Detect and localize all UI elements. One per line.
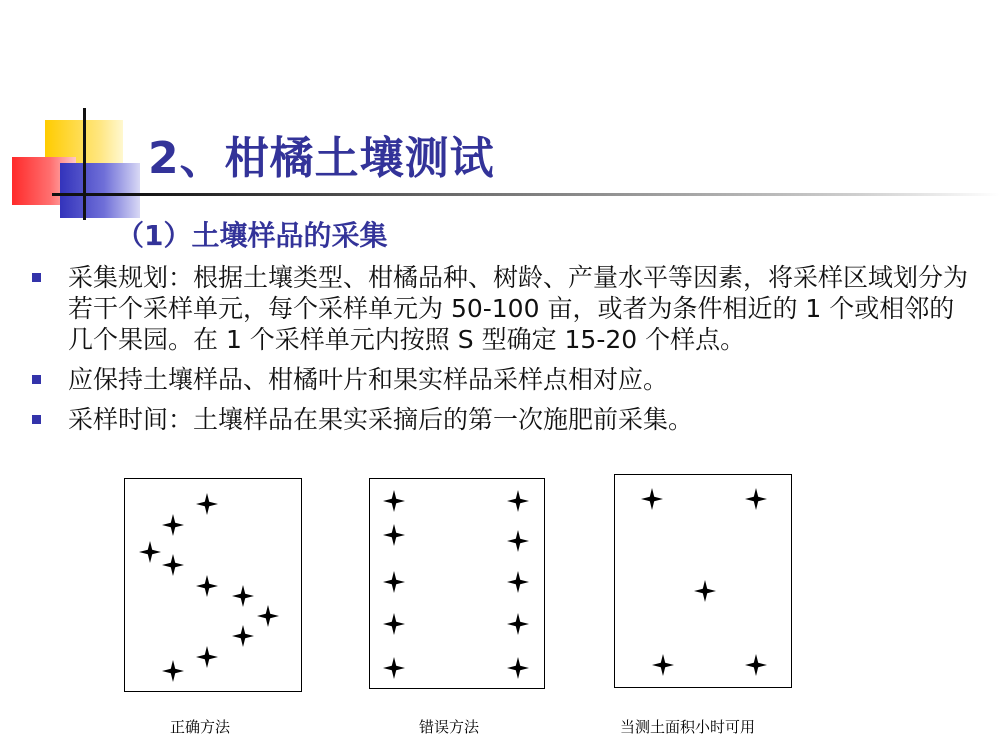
sample-point-star-icon: [196, 646, 218, 668]
bullet-text: 应保持土壤样品、柑橘叶片和果实样品采样点相对应。: [68, 365, 669, 394]
sample-point-star-icon: [383, 490, 405, 512]
square-bullet-icon: [32, 415, 41, 424]
sample-point-star-icon: [383, 613, 405, 635]
five-point-points: [615, 475, 791, 687]
sample-point-star-icon: [139, 541, 161, 563]
sample-point-star-icon: [383, 571, 405, 593]
sample-point-star-icon: [162, 514, 184, 536]
decor-vertical-line: [83, 108, 86, 220]
sample-point-star-icon: [196, 493, 218, 515]
sample-point-star-icon: [383, 657, 405, 679]
decor-blue-square: [60, 163, 140, 218]
bullet-text: 采样时间：土壤样品在果实采摘后的第一次施肥前采集。: [68, 405, 694, 434]
sampling-panel-correct: [124, 478, 302, 692]
caption-small-area: 当测土面积小时可用: [620, 718, 756, 736]
sample-point-star-icon: [652, 654, 674, 676]
sample-point-star-icon: [232, 585, 254, 607]
sampling-figure: [122, 470, 800, 750]
bullet-item: [28, 404, 968, 435]
page-title: 2、柑橘土壤测试: [148, 133, 495, 184]
sample-point-star-icon: [383, 524, 405, 546]
s-pattern-points: [125, 479, 301, 691]
sample-point-star-icon: [745, 654, 767, 676]
sample-point-star-icon: [507, 657, 529, 679]
bullet-text: 采集规划：根据土壤类型、柑橘品种、树龄、产量水平等因素，将采样区域划分为若干个采样单元，每个采样单元为 50-100 亩，或者为条件相近的 1 个或相邻的几个果园。在 1 个采样单元内按照 S 型确定 15-20 个样点。: [68, 263, 968, 354]
sample-point-star-icon: [507, 613, 529, 635]
sample-point-star-icon: [162, 554, 184, 576]
square-bullet-icon: [32, 273, 41, 282]
sample-point-star-icon: [745, 488, 767, 510]
sampling-panel-small-area: [614, 474, 792, 688]
sample-point-star-icon: [257, 605, 279, 627]
sample-point-star-icon: [507, 571, 529, 593]
caption-correct-method: 正确方法: [170, 718, 231, 736]
sampling-panel-wrong: [369, 478, 545, 689]
sample-point-star-icon: [641, 488, 663, 510]
sample-point-star-icon: [694, 580, 716, 602]
sample-point-star-icon: [196, 575, 218, 597]
caption-wrong-method: 错误方法: [419, 718, 480, 736]
bullet-list: [28, 262, 968, 476]
section-subtitle: （1）土壤样品的采集: [116, 219, 388, 252]
sample-point-star-icon: [507, 530, 529, 552]
sample-point-star-icon: [507, 490, 529, 512]
title-underline: [52, 193, 1000, 196]
bullet-item: [28, 364, 968, 395]
sample-point-star-icon: [232, 625, 254, 647]
two-column-points: [370, 479, 544, 688]
square-bullet-icon: [32, 375, 41, 384]
sample-point-star-icon: [162, 660, 184, 682]
bullet-item: [28, 262, 968, 355]
